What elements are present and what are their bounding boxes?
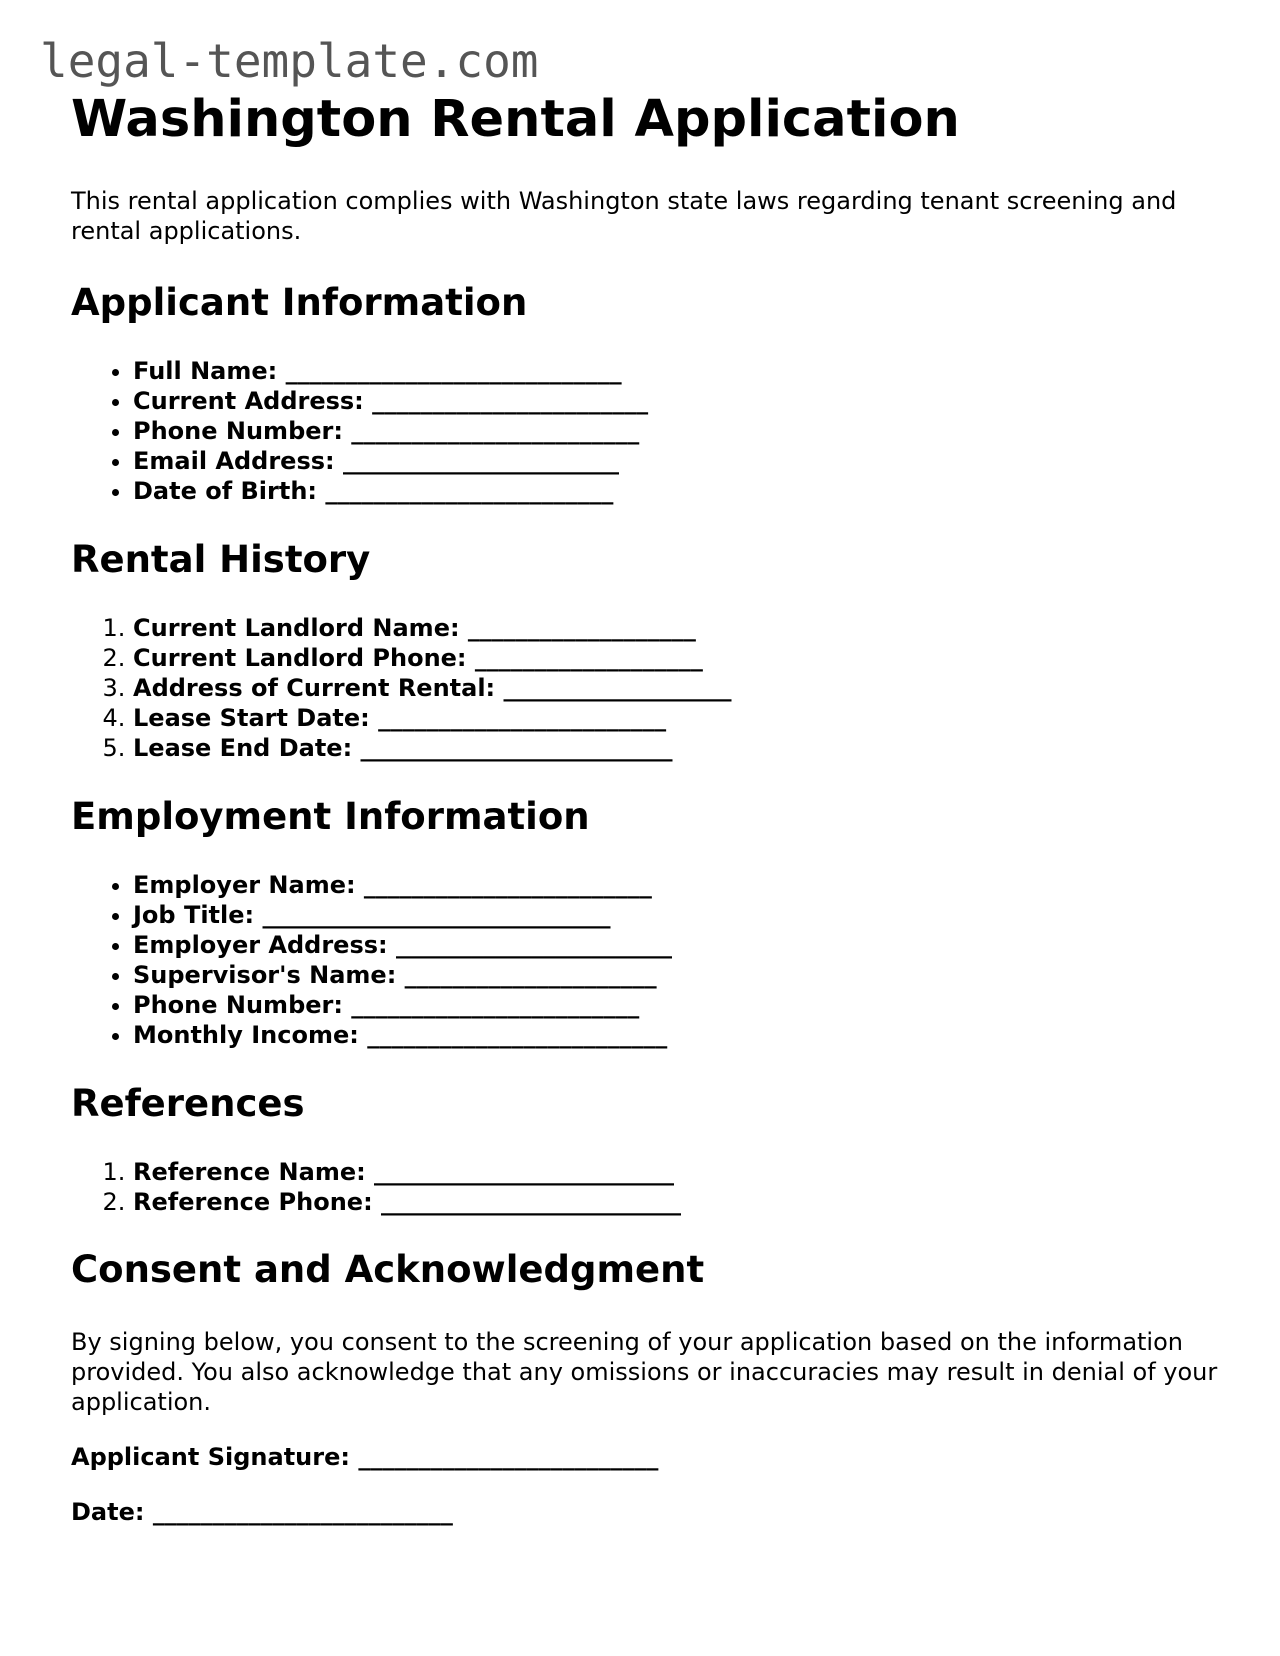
rental-history-list bbox=[71, 613, 1221, 763]
page-title: Washington Rental Application bbox=[71, 90, 960, 149]
applicant-information-heading: Applicant Information bbox=[71, 281, 528, 324]
current-landlord-phone-field[interactable]: 2. Current Landlord Phone: ___________________ bbox=[133, 643, 1221, 673]
applicant-signature-field[interactable]: Applicant Signature: _________________________ bbox=[71, 1443, 659, 1471]
lease-end-date-field[interactable]: 5. Lease End Date: __________________________ bbox=[133, 733, 1221, 763]
phone-number-field[interactable]: • Phone Number: ________________________ bbox=[133, 416, 1221, 446]
consent-heading: Consent and Acknowledgment bbox=[71, 1248, 705, 1291]
references-heading: References bbox=[71, 1082, 305, 1125]
intro-paragraph: This rental application complies with Washington state laws regarding tenant screening and rental applications. bbox=[71, 187, 1177, 245]
employment-information-list bbox=[71, 870, 1221, 1050]
email-address-field[interactable]: • Email Address: _______________________ bbox=[133, 446, 1221, 476]
job-title-field[interactable]: • Job Title: _____________________________ bbox=[133, 900, 1221, 930]
watermark: legal-template.com bbox=[40, 34, 539, 88]
employer-name-field[interactable]: • Employer Name: ________________________ bbox=[133, 870, 1221, 900]
monthly-income-field[interactable]: • Monthly Income: _________________________ bbox=[133, 1020, 1221, 1050]
rental-history-heading: Rental History bbox=[71, 538, 371, 581]
current-address-field[interactable]: • Current Address: _______________________ bbox=[133, 386, 1221, 416]
employment-information-heading: Employment Information bbox=[71, 795, 590, 838]
current-rental-address-field[interactable]: 3. Address of Current Rental: ___________________ bbox=[133, 673, 1221, 703]
consent-paragraph: By signing below, you consent to the screening of your application based on the information provided. You also acknowledge that any omissions or inaccuracies may result in denial of your application. bbox=[71, 1328, 1218, 1416]
supervisor-name-field[interactable]: • Supervisor's Name: _____________________ bbox=[133, 960, 1221, 990]
document-page bbox=[71, 88, 1221, 1527]
lease-start-date-field[interactable]: 4. Lease Start Date: ________________________ bbox=[133, 703, 1221, 733]
employer-address-field[interactable]: • Employer Address: _______________________ bbox=[133, 930, 1221, 960]
date-of-birth-field[interactable]: • Date of Birth: ________________________ bbox=[133, 476, 1221, 506]
references-list bbox=[71, 1157, 1221, 1217]
signature-date-field[interactable]: Date: _________________________ bbox=[71, 1498, 453, 1526]
current-landlord-name-field[interactable]: 1. Current Landlord Name: ___________________ bbox=[133, 613, 1221, 643]
applicant-information-list bbox=[71, 356, 1221, 506]
reference-name-field[interactable]: 1. Reference Name: _________________________ bbox=[133, 1157, 1221, 1187]
employer-phone-number-field[interactable]: • Phone Number: ________________________ bbox=[133, 990, 1221, 1020]
full-name-field[interactable]: • Full Name: ____________________________ bbox=[133, 356, 1221, 386]
reference-phone-field[interactable]: 2. Reference Phone: _________________________ bbox=[133, 1187, 1221, 1217]
